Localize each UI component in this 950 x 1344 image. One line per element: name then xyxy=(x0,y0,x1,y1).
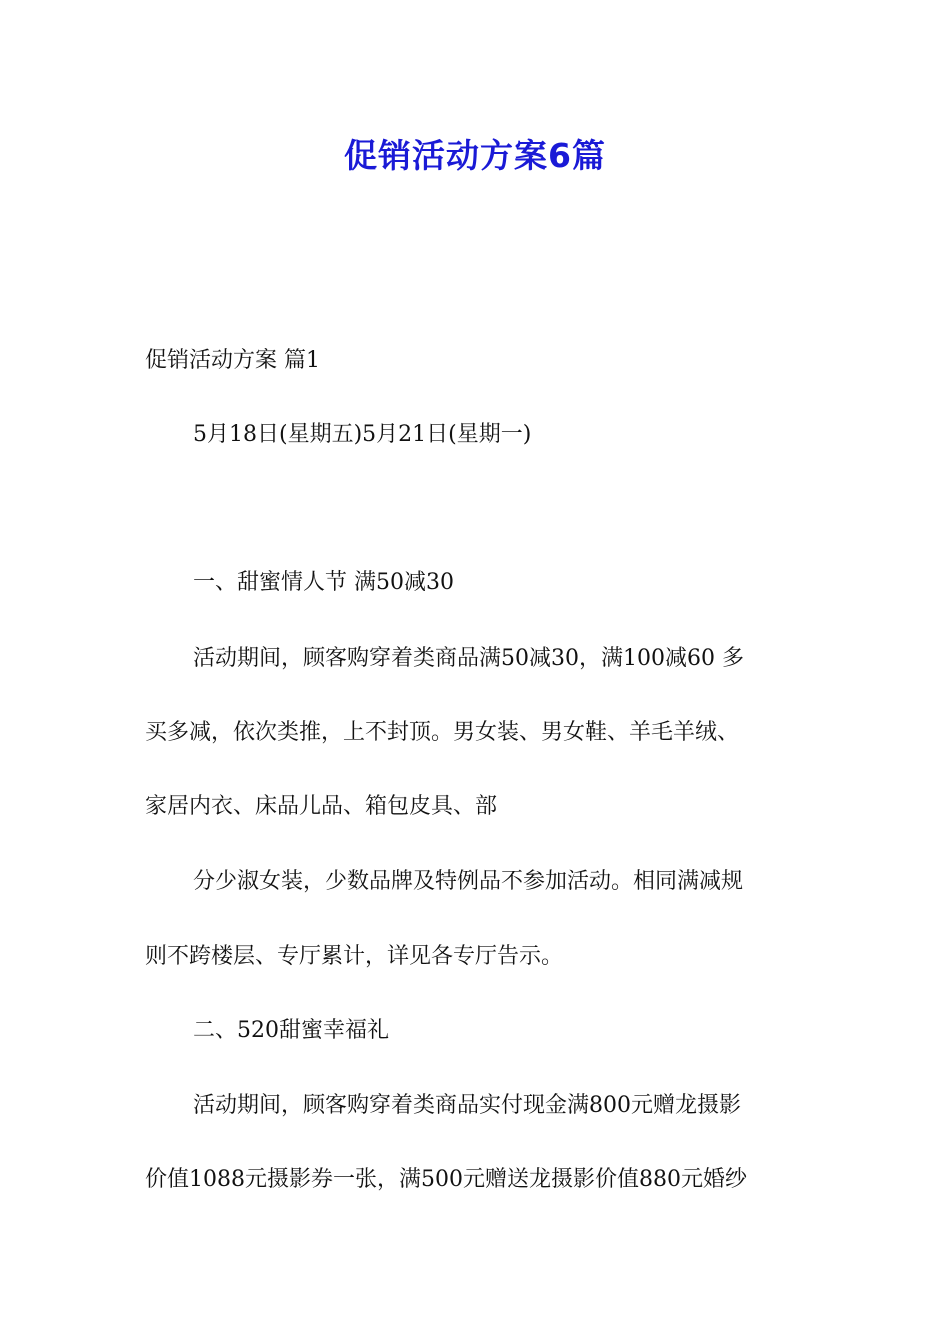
item1-heading: 一、甜蜜情人节 满50减30 xyxy=(193,570,454,595)
paragraph-line: 买多减，依次类推，上不封顶。男女装、男女鞋、羊毛羊绒、 xyxy=(145,720,740,745)
date-range: 5月18日(星期五)5月21日(星期一) xyxy=(193,422,532,447)
item2-heading: 二、520甜蜜幸福礼 xyxy=(193,1018,389,1043)
paragraph-line: 分少淑女装，少数品牌及特例品不参加活动。相同满减规 xyxy=(193,869,744,894)
paragraph-line: 则不跨楼层、专厅累计，详见各专厅告示。 xyxy=(145,944,564,969)
section-heading: 促销活动方案 篇1 xyxy=(145,348,320,373)
page-title: 促销活动方案6篇 xyxy=(344,136,606,175)
paragraph-line: 活动期间，顾客购穿着类商品实付现金满800元赠龙摄影 xyxy=(193,1093,741,1118)
paragraph-line: 家居内衣、床品儿品、箱包皮具、部 xyxy=(145,794,498,819)
paragraph-line: 价值1088元摄影券一张，满500元赠送龙摄影价值880元婚纱 xyxy=(145,1167,747,1192)
paragraph-line: 活动期间，顾客购穿着类商品满50减30，满100减60 多 xyxy=(193,646,744,671)
